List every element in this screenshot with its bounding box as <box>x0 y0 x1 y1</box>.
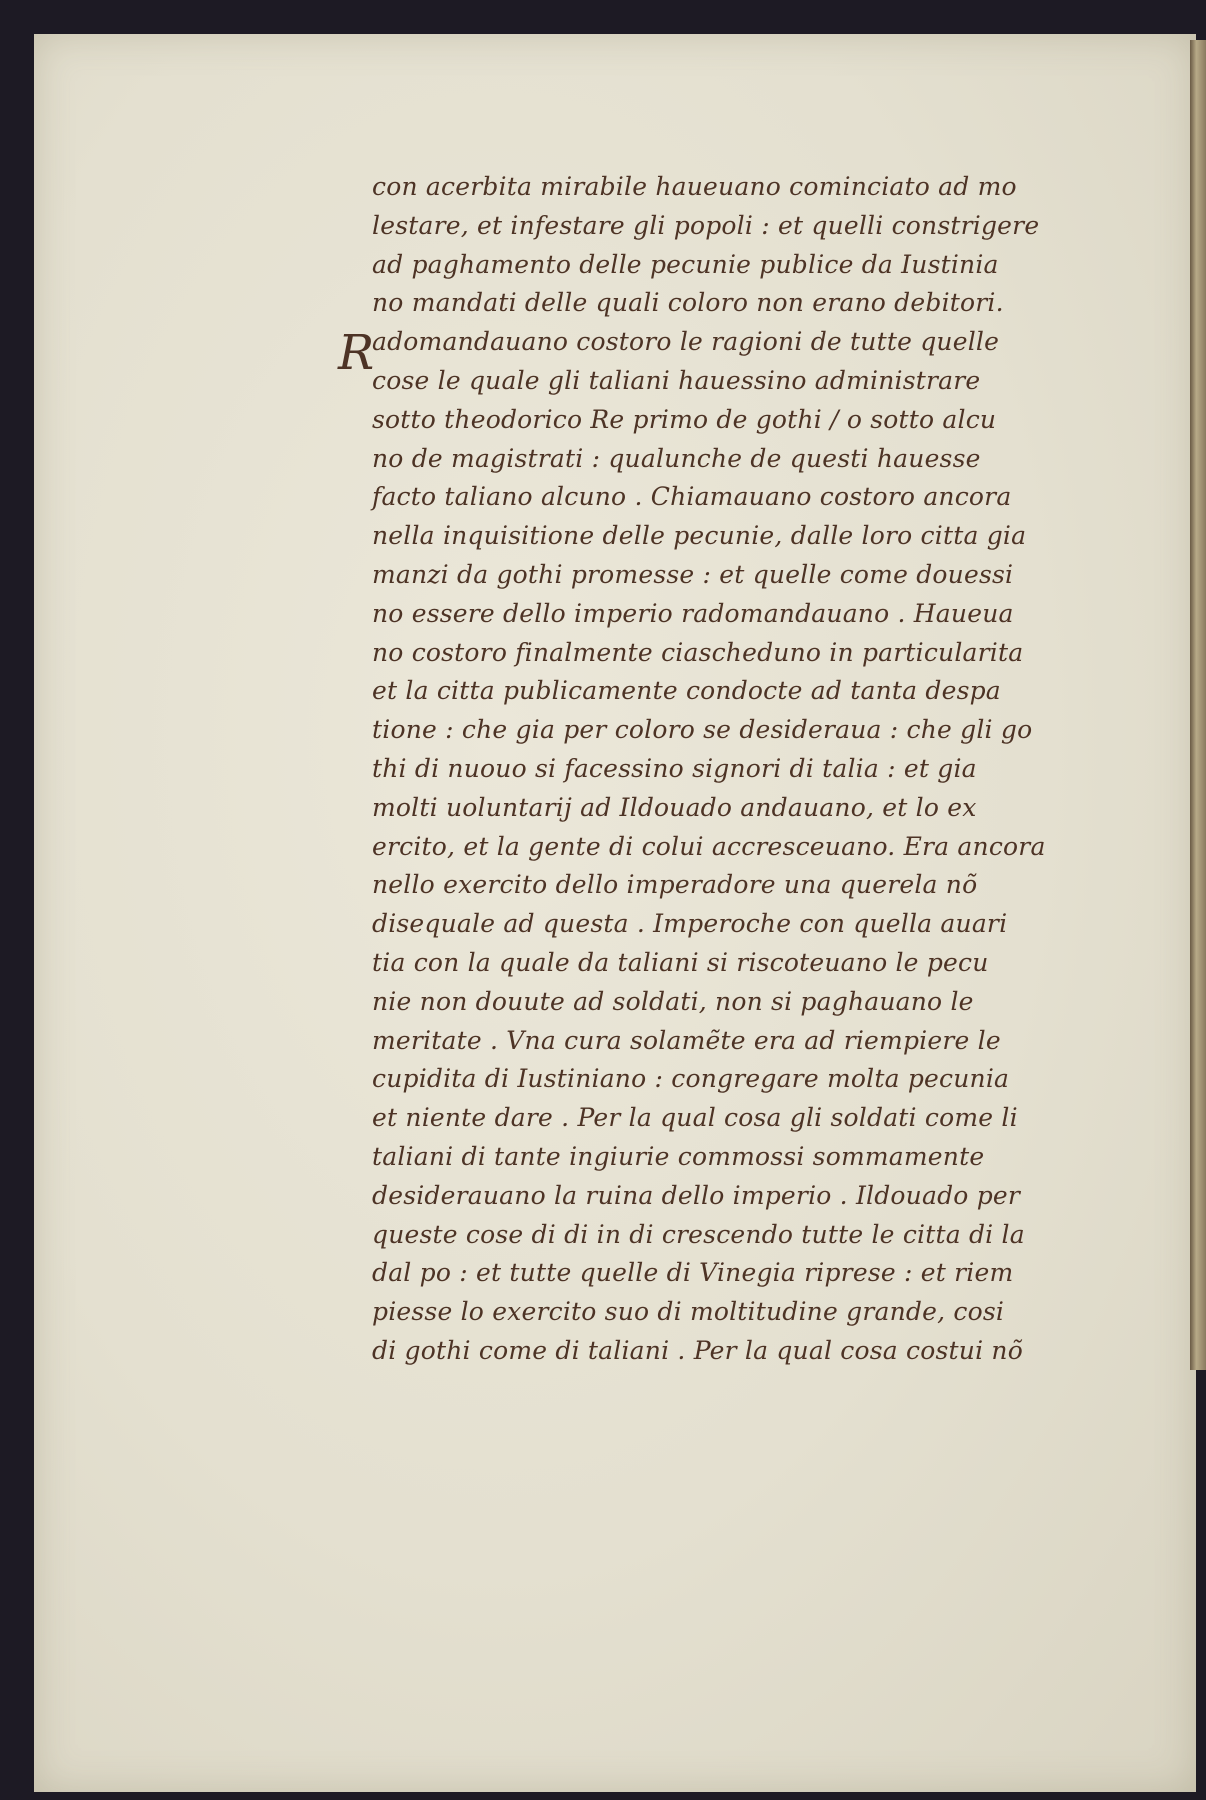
adjacent-page-edge <box>1190 40 1206 1370</box>
text-line: ercito, et la gente di colui accresceuano. Era ancora <box>372 831 1046 861</box>
text-line: desiderauano la ruina dello imperio . Ildouado per <box>372 1180 1021 1210</box>
text-line: manzi da gothi promesse : et quelle come douessi <box>372 559 1014 589</box>
text-line: no costoro finalmente ciascheduno in particularita <box>372 637 1024 667</box>
text-line: no de magistrati : qualunche de questi hauesse <box>372 443 981 473</box>
text-line: tia con la quale da taliani si riscoteuano le pecu <box>372 947 989 977</box>
text-line: piesse lo exercito suo di moltitudine grande, cosi <box>372 1297 1005 1327</box>
text-line: con acerbita mirabile haueuano cominciato ad mo <box>372 172 1017 201</box>
text-line: nello exercito dello imperadore una querela nõ <box>372 870 978 900</box>
text-line: no mandati delle quali coloro non erano debitori. <box>372 288 1004 318</box>
text-line: tione : che gia per coloro se desideraua : che gli go <box>372 715 1033 745</box>
text-line: facto taliano alcuno . Chiamauano costoro ancora <box>372 482 1012 512</box>
text-line: disequale ad questa . Imperoche con quella auari <box>372 909 1008 939</box>
text-line: nella inquisitione delle pecunie, dalle loro citta gia <box>372 521 1027 551</box>
text-line: di gothi come di taliani . Per la qual cosa costui nõ <box>372 1335 1023 1365</box>
text-line: molti uoluntarij ad Ildouado andauano, et lo ex <box>372 792 977 822</box>
text-line: ad paghamento delle pecunie publice da Iustinia <box>372 249 999 279</box>
text-line: et niente dare . Per la qual cosa gli soldati come li <box>372 1103 1018 1133</box>
text-line: cupidita di Iustiniano : congregare molta pecunia <box>372 1064 1010 1094</box>
text-line: queste cose di di in di crescendo tutte le citta di la <box>372 1219 1025 1249</box>
text-line: cose le quale gli taliani hauessino administrare <box>372 365 981 395</box>
text-line: sotto theodorico Re primo de gothi / o sotto alcu <box>372 404 997 434</box>
text-line: taliani di tante ingiurie commossi sommamente <box>372 1141 985 1171</box>
text-line: dal po : et tutte quelle di Vinegia riprese : et riem <box>372 1258 1014 1288</box>
text-line: meritate . Vna cura solamẽte era ad riempiere le <box>372 1025 1001 1055</box>
text-line: lestare, et infestare gli popoli : et quelli constrigere <box>372 210 1040 240</box>
text-line: nie non douute ad soldati, non si paghauano le <box>372 986 974 1016</box>
text-line: thi di nuouo si facessino signori di talia : et gia <box>372 753 977 783</box>
manuscript-text <box>372 168 1172 1371</box>
text-line: no essere dello imperio radomandauano . Haueua <box>372 598 1014 628</box>
text-line: et la citta publicamente condocte ad tanta despa <box>372 676 1001 706</box>
initial-letter: R <box>338 325 375 381</box>
text-line: adomandauano costoro le ragioni de tutte quelle <box>372 327 1000 357</box>
